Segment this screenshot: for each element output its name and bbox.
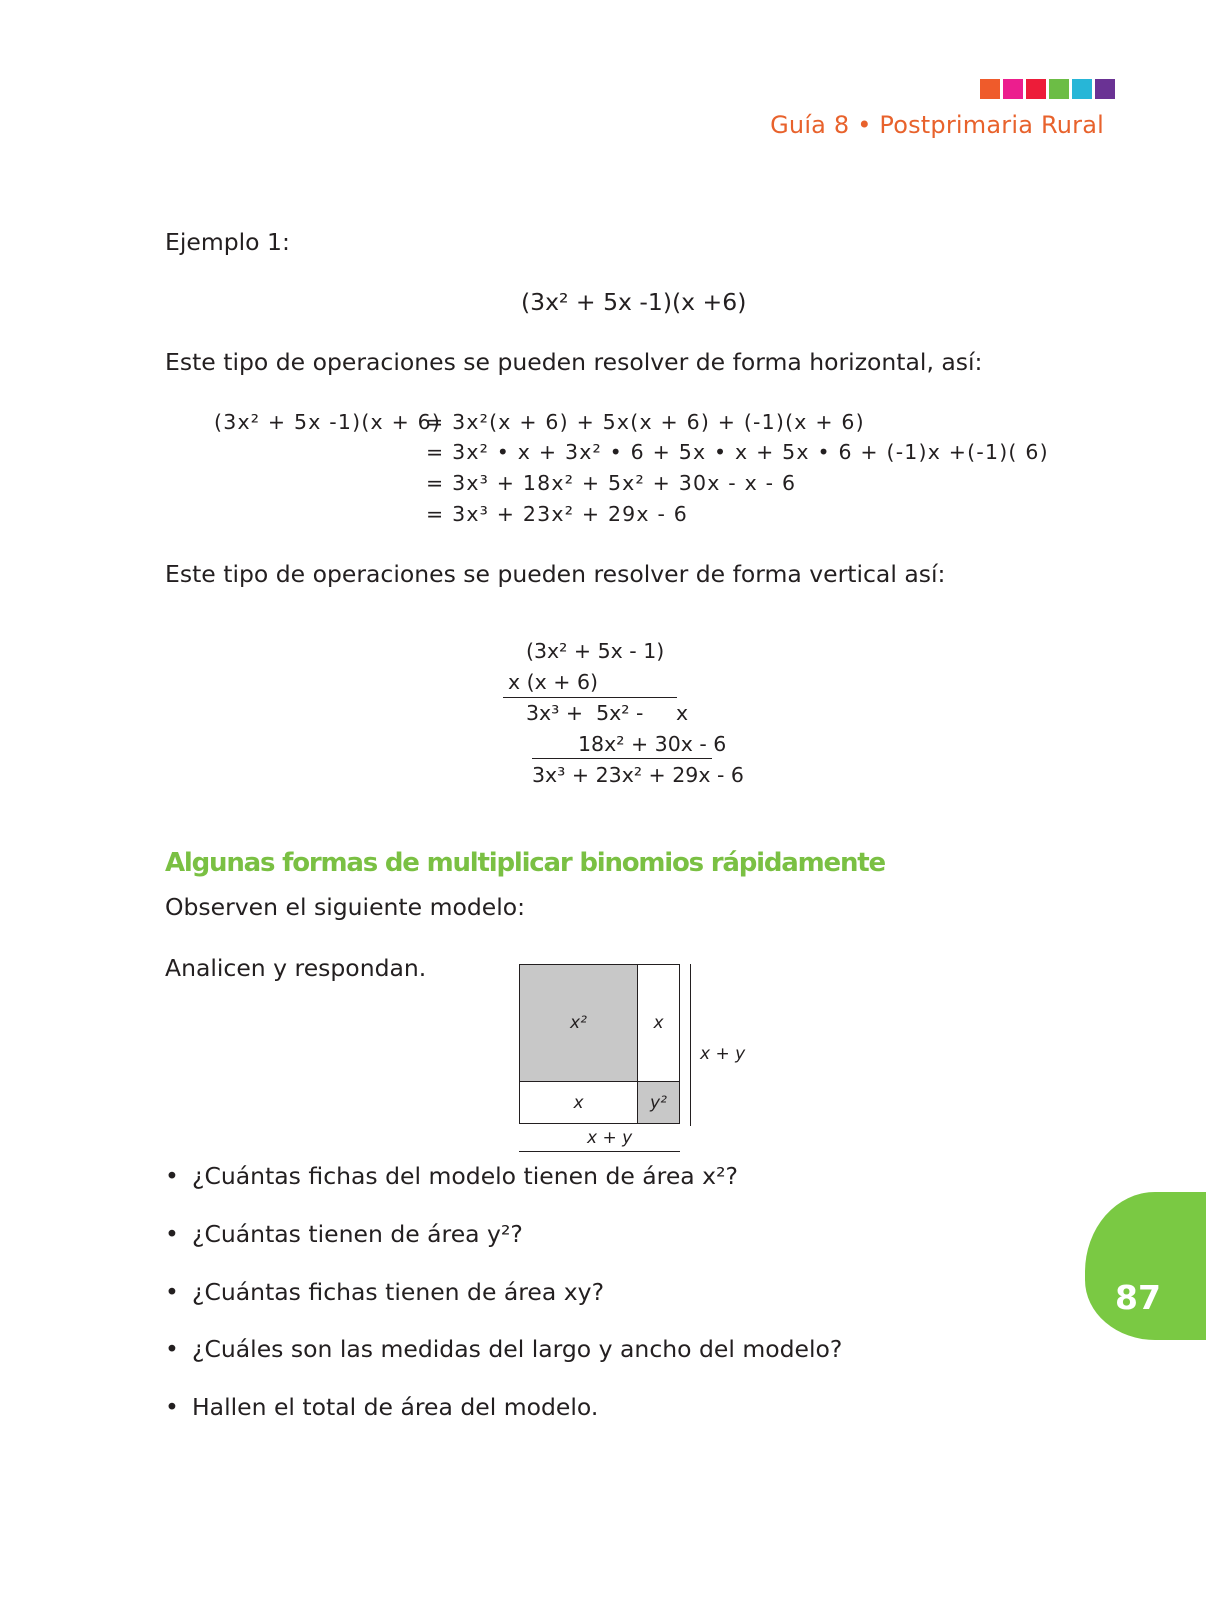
swatch-red bbox=[1026, 79, 1046, 99]
vertical-rule-2 bbox=[532, 758, 712, 759]
horizontal-line-1: = 3x²(x + 6) + 5x(x + 6) + (-1)(x + 6) bbox=[426, 410, 865, 434]
bullet: • bbox=[165, 1220, 179, 1248]
swatch-purple bbox=[1095, 79, 1115, 99]
vertical-row-3: 3x³ + 5x² - x bbox=[526, 701, 689, 725]
horizontal-line-2: = 3x² • x + 3x² • 6 + 5x • x + 5x • 6 + (-1)x +(-1)( 6) bbox=[426, 440, 1049, 464]
bullet: • bbox=[165, 1393, 179, 1421]
vertical-row-4: 18x² + 30x - 6 bbox=[578, 732, 727, 756]
example-label: Ejemplo 1: bbox=[165, 228, 290, 256]
horizontal-line-4: = 3x³ + 23x² + 29x - 6 bbox=[426, 502, 689, 526]
bullet: • bbox=[165, 1335, 179, 1363]
area-model bbox=[519, 964, 759, 1164]
cell-x-right: x bbox=[637, 964, 680, 1082]
page-tab bbox=[1085, 1192, 1206, 1340]
observe-text: Observen el siguiente modelo: bbox=[165, 893, 526, 921]
section-heading: Algunas formas de multiplicar binomios rápidamente bbox=[165, 848, 885, 878]
swatch-orange bbox=[980, 79, 1000, 99]
color-swatches bbox=[980, 79, 1115, 99]
question-3: ¿Cuántas fichas tienen de área xy? bbox=[192, 1278, 605, 1306]
horizontal-intro: Este tipo de operaciones se pueden resolver de forma horizontal, así: bbox=[165, 348, 983, 376]
question-2: ¿Cuántas tienen de área y²? bbox=[192, 1220, 523, 1248]
example-expression: (3x² + 5x -1)(x +6) bbox=[521, 288, 747, 316]
cell-x-bottom: x bbox=[519, 1081, 638, 1124]
swatch-cyan bbox=[1072, 79, 1092, 99]
cell-y-squared: y² bbox=[637, 1081, 680, 1124]
bottom-measure-line bbox=[519, 1151, 680, 1152]
bullet: • bbox=[165, 1162, 179, 1190]
page-number: 87 bbox=[1115, 1278, 1161, 1317]
horizontal-lhs: (3x² + 5x -1)(x + 6) bbox=[214, 410, 442, 434]
vertical-row-5: 3x³ + 23x² + 29x - 6 bbox=[532, 763, 744, 787]
vertical-row-2: x (x + 6) bbox=[508, 670, 599, 694]
side-measure-line bbox=[690, 964, 691, 1126]
analyze-text: Analicen y respondan. bbox=[165, 954, 427, 982]
side-label: x + y bbox=[700, 1044, 746, 1064]
vertical-rule-1 bbox=[503, 697, 677, 698]
question-4: ¿Cuáles son las medidas del largo y ancho del modelo? bbox=[192, 1335, 843, 1363]
bullet: • bbox=[165, 1278, 179, 1306]
question-1: ¿Cuántas fichas del modelo tienen de área x²? bbox=[192, 1162, 738, 1190]
bottom-label: x + y bbox=[587, 1128, 633, 1148]
guide-title: Guía 8 • Postprimaria Rural bbox=[770, 111, 1104, 139]
horizontal-line-3: = 3x³ + 18x² + 5x² + 30x - x - 6 bbox=[426, 471, 797, 495]
vertical-intro: Este tipo de operaciones se pueden resolver de forma vertical así: bbox=[165, 560, 946, 588]
vertical-row-1: (3x² + 5x - 1) bbox=[526, 639, 665, 663]
swatch-magenta bbox=[1003, 79, 1023, 99]
swatch-green bbox=[1049, 79, 1069, 99]
question-5: Hallen el total de área del modelo. bbox=[192, 1393, 599, 1421]
cell-x-squared: x² bbox=[519, 964, 638, 1082]
